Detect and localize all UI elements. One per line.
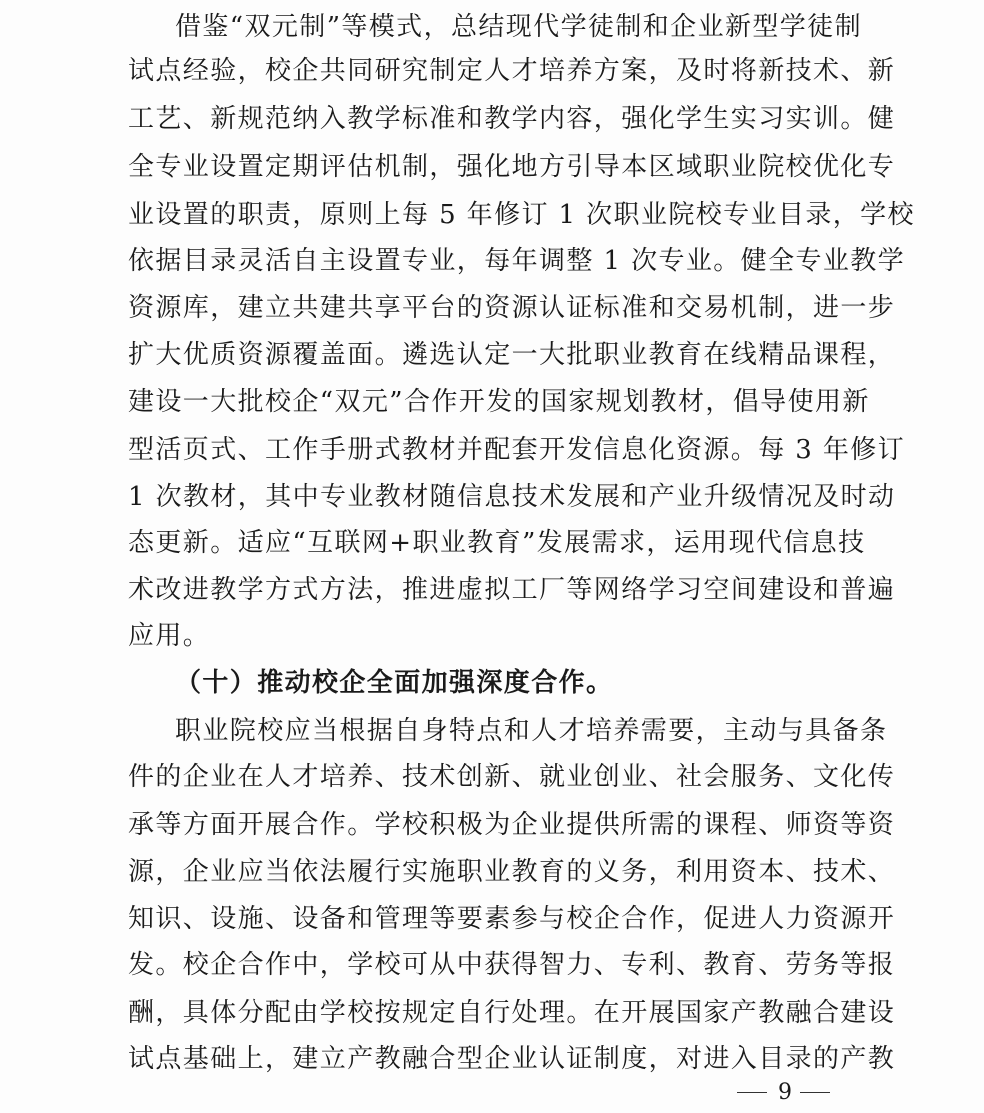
footer-dash-right <box>800 1092 830 1093</box>
text-line: 试点基础上，建立产教融合型企业认证制度，对进入目录的产教 <box>128 1044 896 1074</box>
text-line: 职业院校应当根据自身特点和人才培养需要，主动与具备条 <box>175 716 888 746</box>
text-line: 知识、设施、设备和管理等要素参与校企合作，促进人力资源开 <box>128 904 896 934</box>
text-line: 应用。 <box>128 621 211 651</box>
text-line: 态更新。适应“互联网+职业教育”发展需求，运用现代信息技 <box>128 528 866 558</box>
text-line: 资源库，建立共建共享平台的资源认证标准和交易机制，进一步 <box>128 293 896 323</box>
text-line: 件的企业在人才培养、技术创新、就业创业、社会服务、文化传 <box>128 762 896 792</box>
text-line: 业设置的职责，原则上每 5 年修订 1 次职业院校专业目录，学校 <box>128 200 915 230</box>
text-line: 1 次教材，其中专业教材随信息技术发展和产业升级情况及时动 <box>128 482 896 512</box>
text-line: 全专业设置定期评估机制，强化地方引导本区域职业院校优化专 <box>128 152 896 182</box>
text-line: 源，企业应当依法履行实施职业教育的义务，利用资本、技术、 <box>128 857 896 887</box>
text-line: 酬，具体分配由学校按规定自行处理。在开展国家产教融合建设 <box>128 998 896 1028</box>
footer-dash-left <box>737 1092 767 1093</box>
text-line: 依据目录灵活自主设置专业，每年调整 1 次专业。健全专业教学 <box>128 246 906 276</box>
text-line: 术改进教学方式方法，推进虚拟工厂等网络学习空间建设和普遍 <box>128 575 896 605</box>
text-line: 试点经验，校企共同研究制定人才培养方案，及时将新技术、新 <box>128 56 896 86</box>
text-line: 型活页式、工作手册式教材并配套开发信息化资源。每 3 年修订 <box>128 435 906 465</box>
text-line: 承等方面开展合作。学校积极为企业提供所需的课程、师资等资 <box>128 810 896 840</box>
text-line: 建设一大批校企“双元”合作开发的国家规划教材，倡导使用新 <box>128 387 870 417</box>
page-footer <box>0 1078 984 1108</box>
page-number: 9 <box>778 1080 792 1105</box>
text-line: 发。校企合作中，学校可从中获得智力、专利、教育、劳务等报 <box>128 950 896 980</box>
text-line: 工艺、新规范纳入教学标准和教学内容，强化学生实习实训。健 <box>128 104 896 134</box>
section-heading: （十）推动校企全面加强深度合作。 <box>175 668 614 698</box>
text-line: 扩大优质资源覆盖面。遴选认定一大批职业教育在线精品课程， <box>128 340 896 370</box>
text-line: 借鉴“双元制”等模式，总结现代学徒制和企业新型学徒制 <box>175 12 862 42</box>
